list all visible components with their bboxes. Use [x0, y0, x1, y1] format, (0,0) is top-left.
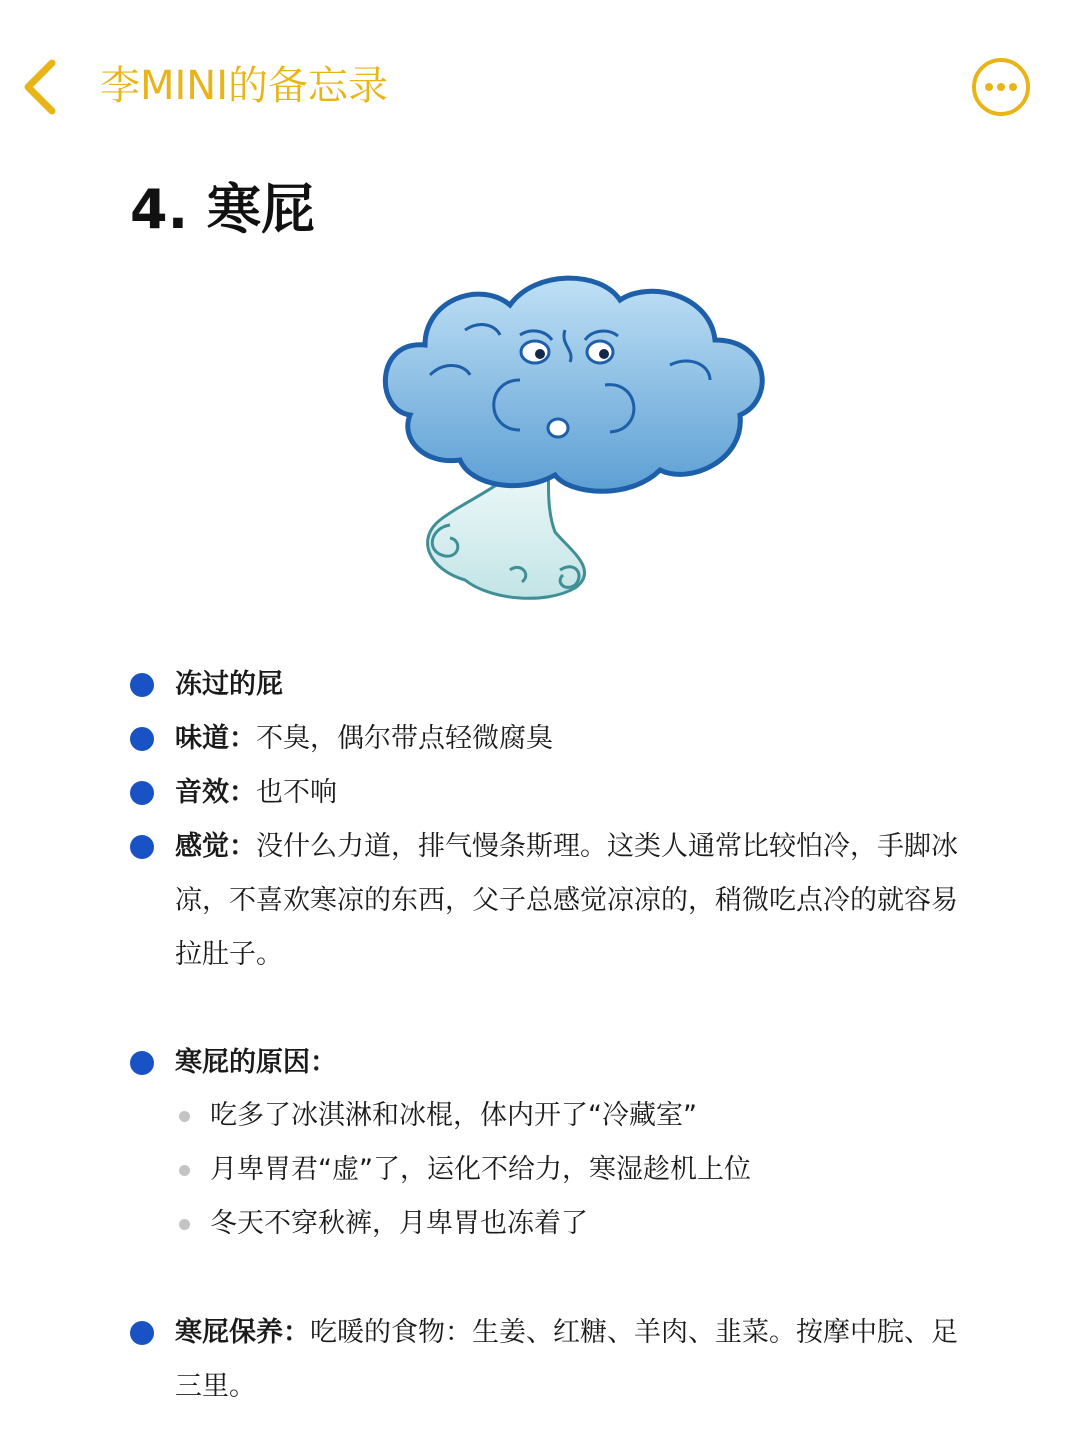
sub-list-item: [210, 1089, 990, 1143]
item-text: 没什么力道，排气慢条斯理。这类人通常比较怕冷，手脚冰凉，不喜欢寒凉的东西，父子总感觉凉凉的，稍微吃点冷的就容易拉肚子。: [175, 831, 958, 970]
cloud-illustration: [370, 270, 780, 615]
back-button[interactable]: [18, 55, 68, 119]
list-item: [175, 658, 975, 712]
sub-item-text: 月卑胃君“虚”了，运化不给力，寒湿趁机上位: [210, 1154, 751, 1185]
item-label: 冻过的屁: [175, 669, 283, 700]
item-label: 音效：: [175, 777, 256, 808]
sub-list-item: [210, 1197, 990, 1251]
bullet-dot: [130, 1321, 154, 1345]
more-dots-icon: [970, 56, 1032, 118]
bullet-dot: [130, 673, 154, 697]
sub-item-text: 冬天不穿秋裤，月卑胃也冻着了: [210, 1208, 588, 1239]
bullet-dot: [130, 727, 154, 751]
list-item: [175, 1306, 965, 1414]
sub-item-text: 吃多了冰淇淋和冰棍，体内开了“冷藏室”: [210, 1100, 697, 1131]
sub-list-item: [210, 1143, 990, 1197]
bullet-dot: [130, 835, 154, 859]
list-item: [175, 712, 975, 766]
note-title: 4. 寒屁: [130, 178, 315, 241]
sub-bullet-dot: [179, 1111, 190, 1122]
list-item: [175, 820, 965, 982]
list-item: [175, 1036, 975, 1090]
bullet-dot: [130, 1051, 154, 1075]
navigation-bar: [0, 0, 1080, 175]
more-button[interactable]: [970, 56, 1032, 118]
item-label: 寒屁保养：: [175, 1317, 310, 1348]
sub-bullet-dot: [179, 1219, 190, 1230]
item-label: 感觉：: [175, 831, 256, 862]
bullet-dot: [130, 781, 154, 805]
item-label: 味道：: [175, 723, 256, 754]
item-text: 不臭，偶尔带点轻微腐臭: [256, 723, 553, 754]
item-label: 寒屁的原因：: [175, 1047, 337, 1078]
list-item: [175, 766, 975, 820]
sub-bullet-dot: [179, 1165, 190, 1176]
item-text: 也不响: [256, 777, 337, 808]
chevron-left-icon: [18, 55, 68, 119]
cloud-blowing-wind-icon: [370, 270, 780, 615]
nav-title: 李MINI的备忘录: [100, 63, 389, 109]
item-text: 吃暖的食物：生姜、红糖、羊肉、韭菜。按摩中脘、足三里。: [175, 1317, 958, 1402]
